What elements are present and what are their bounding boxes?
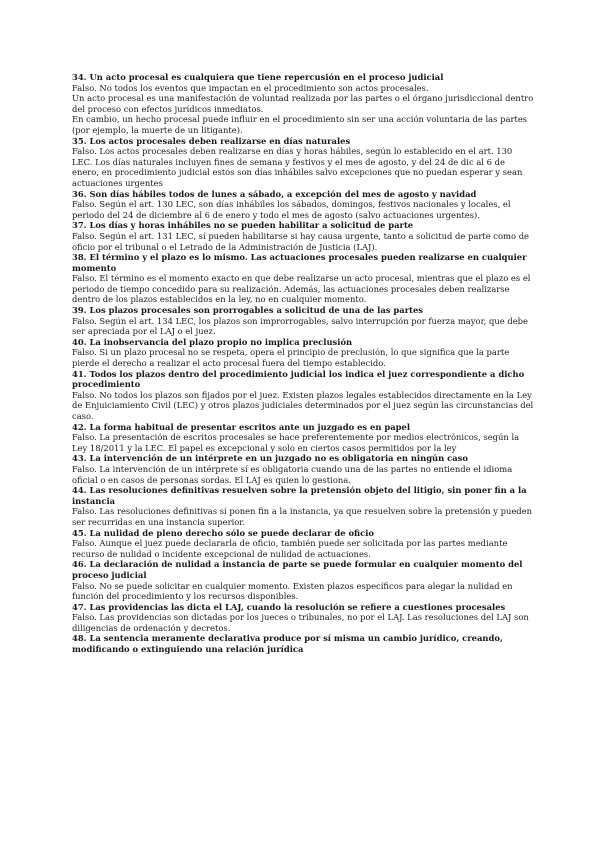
- question-heading: 41. Todos los plazos dentro del procedimiento judicial los indica el juez correspondiente a dicho procedimiento: [72, 368, 525, 390]
- qa-item: [72, 602, 534, 634]
- qa-item: [72, 220, 534, 252]
- question-heading: 47. Las providencias las dicta el LAJ, cuando la resolución se refiere a cuestiones procesales: [72, 601, 506, 612]
- question-heading: 40. La inobservancia del plazo propio no implica preclusión: [72, 336, 353, 347]
- question-heading: 46. La declaración de nulidad a instancia de parte se puede formular en cualquier momento del proceso judicial: [72, 559, 523, 580]
- answer-paragraph: Falso. Aunque el juez puede declararla de oficio, también puede ser solicitada por las partes mediante recurso de nulidad o incidente excepcional de nulidad de actuaciones.: [72, 538, 508, 559]
- qa-item: [72, 252, 534, 305]
- question-heading: 43. La intervención de un intérprete en un juzgado no es obligatoria en ningún caso: [72, 453, 468, 464]
- answer-paragraph: Falso. La intervención de un intérprete sí es obligatoria cuando una de las partes no entiende el idioma oficial o en casos de personas sordas. El LAJ es quien lo gestiona.: [72, 463, 513, 485]
- answer-paragraph: Falso. No todos los plazos son fijados por el juez. Existen plazos legales establecidos directamente en la Ley de Enjuiciamiento Civil (LEC) y otros plazos judiciales determinados por el juez según las circunstancias del caso.: [72, 389, 534, 421]
- qa-item: [72, 369, 534, 422]
- answer-paragraph: Falso. Según el art. 134 LEC, los plazos son improrrogables, salvo interrupción por fuerza mayor, que debe ser apreciada por el LAJ o el juez.: [72, 315, 528, 337]
- answer-paragraph: Falso. Los actos procesales deben realizarse en días y horas hábiles, según lo establecido en el art. 130 LEC. Los días naturales incluyen fines de semana y festivos y el mes de agosto, y del 24 de dic al 6 de enero, en procedimiento judicial estos son días inhábiles salvo excepciones que no puedan esperar y sean actuaciones urgentes: [72, 146, 523, 188]
- question-heading: 38. El término y el plazo es lo mismo. Las actuaciones procesales pueden realizarse en cualquier momento: [72, 252, 527, 273]
- question-heading: 35. Los actos procesales deben realizarse en días naturales: [72, 135, 351, 146]
- qa-item: [72, 189, 534, 221]
- qa-item: [72, 337, 534, 369]
- qa-item: [72, 453, 534, 485]
- answer-paragraph: Falso. Según el art. 131 LEC, sí pueden habilitarse si hay causa urgente, tanto a solicitud de parte como de oficio por el tribunal o el Letrado de la Administración de Justicia (LAJ).: [72, 230, 530, 252]
- qa-item: [72, 559, 534, 601]
- answer-paragraph: Falso. No se puede solicitar en cualquier momento. Existen plazos específicos para alegar la nulidad en función del procedimiento y los recursos disponibles.: [72, 580, 513, 602]
- qa-item: [72, 422, 534, 454]
- answer-paragraph: Falso. La presentación de escritos procesales se hace preferentemente por medios electrónicos, según la Ley 18/2011 y la LEC. El papel es excepcional y solo en ciertos casos permitidos por la ley: [72, 432, 520, 453]
- question-heading: 34. Un acto procesal es cualquiera que tiene repercusión en el proceso judicial: [72, 72, 444, 82]
- answer-paragraph: Falso. No todos los eventos que impactan en el procedimiento son actos procesales.: [72, 82, 429, 93]
- qa-item: [72, 633, 534, 654]
- document-page: [72, 72, 534, 655]
- qa-item: [72, 136, 534, 189]
- qa-item: [72, 528, 534, 560]
- qa-item: [72, 485, 534, 527]
- answer-paragraph: En cambio, un hecho procesal puede influir en el procedimiento sin ser una acción voluntaria de las partes (por ejemplo, la muerte de un litigante).: [72, 114, 528, 135]
- question-heading: 37. Los días y horas inhábiles no se pueden habilitar a solicitud de parte: [72, 220, 414, 231]
- question-heading: 45. La nulidad de pleno derecho sólo se puede declarar de oficio: [72, 527, 375, 538]
- question-heading: 42. La forma habitual de presentar escritos ante un juzgado es en papel: [72, 421, 411, 432]
- question-heading: 39. Los plazos procesales son prorrogables a solicitud de una de las partes: [72, 305, 424, 316]
- question-heading: 44. Las resoluciones definitivas resuelven sobre la pretensión objeto del litigio, sin poner fin a la instancia: [72, 485, 527, 506]
- question-heading: 36. Son días hábiles todos de lunes a sábado, a excepción del mes de agosto y navidad: [72, 188, 477, 199]
- qa-item: [72, 72, 534, 136]
- answer-paragraph: Falso. Según el art. 130 LEC, son días inhábiles los sábados, domingos, festivos nacionales y locales, el periodo del 24 de diciembre al 6 de enero y todo el mes de agosto (salvo actuaciones urgentes).: [72, 199, 511, 220]
- answer-paragraph: Falso. Las resoluciones definitivas sí ponen fin a la instancia, ya que resuelven sobre la pretensión y pueden ser recurridas en una instancia superior.: [72, 506, 533, 527]
- answer-paragraph: Falso. Si un plazo procesal no se respeta, opera el principio de preclusión, lo que significa que la parte pierde el derecho a realizar el acto procesal fuera del tiempo establecido.: [72, 347, 510, 369]
- qa-item: [72, 305, 534, 337]
- answer-paragraph: Un acto procesal es una manifestación de voluntad realizada por las partes o el órgano jurisdiccional dentro del proceso con efectos jurídicos inmediatos.: [72, 93, 534, 114]
- question-heading: 48. La sentencia meramente declarativa produce por sí misma un cambio jurídico, creando, modificando o extinguiendo una relación jurídica: [72, 633, 503, 655]
- answer-paragraph: Falso. El término es el momento exacto en que debe realizarse un acto procesal, mientras que el plazo es el periodo de tiempo concedido para su realización. Además, las actuaciones procesales deben realizarse dentro de los plazos establecidos en la ley, no en cualquier momento.: [72, 273, 531, 305]
- answer-paragraph: Falso. Las providencias son dictadas por los jueces o tribunales, no por el LAJ. Las resoluciones del LAJ son diligencias de ordenación y decretos.: [72, 612, 529, 633]
